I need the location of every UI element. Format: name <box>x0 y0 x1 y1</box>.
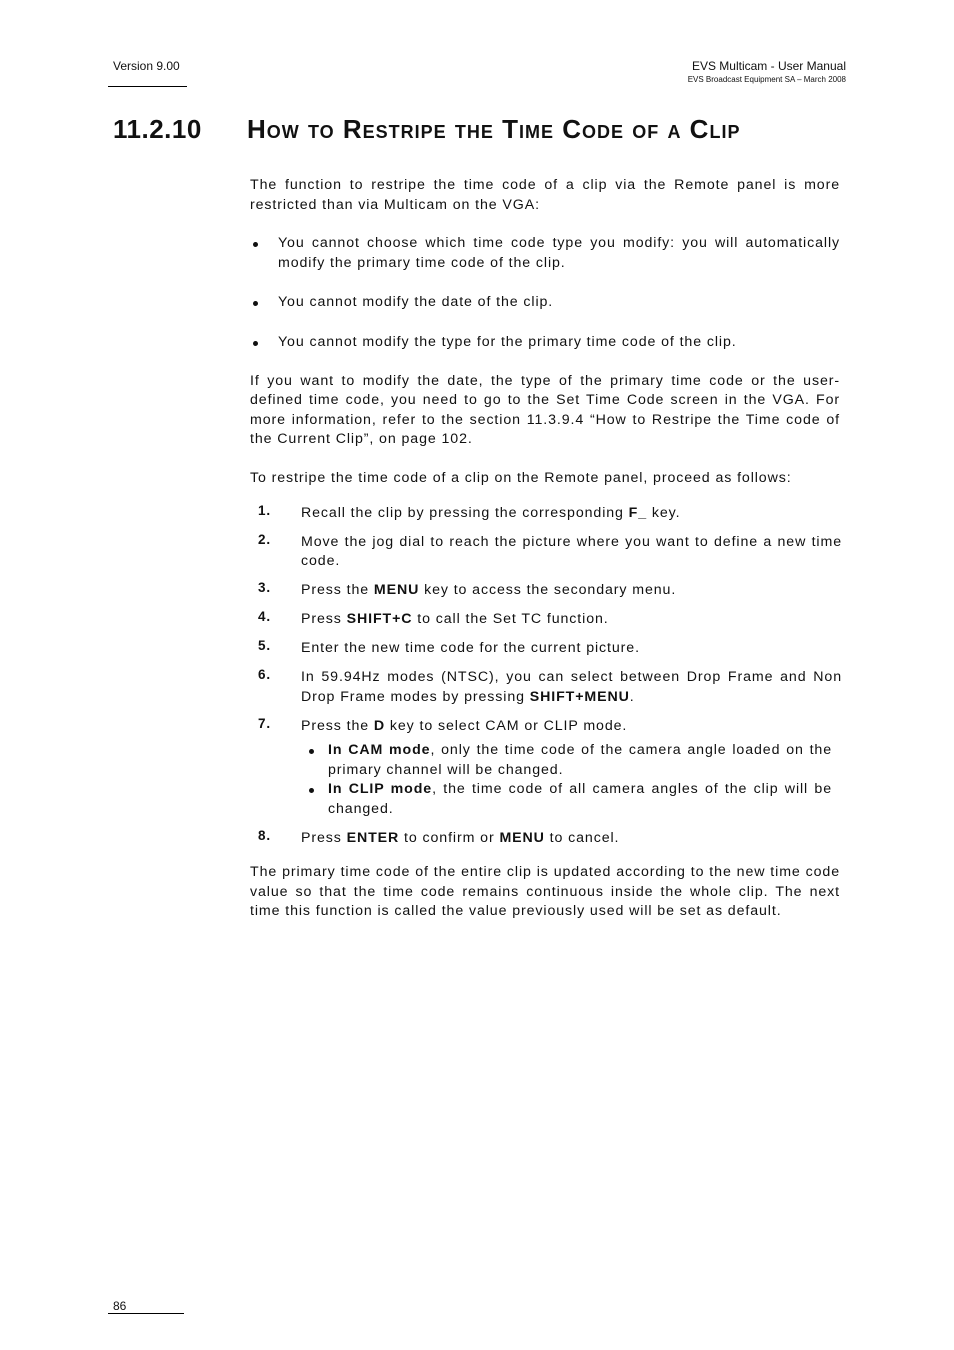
step-5: 5. Enter the new time code for the current picture. <box>258 638 640 656</box>
key-label: SHIFT+C <box>346 611 413 627</box>
restrictions-list <box>250 234 840 352</box>
step-number: 3. <box>258 580 272 595</box>
page-number: 86 <box>113 1299 127 1313</box>
list-item: You cannot modify the type for the primary time code of the clip. <box>250 333 840 353</box>
step-number: 7. <box>258 715 272 731</box>
step-6: 6. In 59.94Hz modes (NTSC), you can select between Drop Frame and Non Drop Frame modes by pressing SHIFT+MENU. <box>258 667 842 705</box>
step-number: 4. <box>258 609 272 624</box>
key-label: MENU <box>373 582 420 598</box>
header-manual-subtitle: EVS Broadcast Equipment SA – March 2008 <box>687 75 846 84</box>
header-left-rule <box>108 86 187 87</box>
step-number: 2. <box>258 531 272 547</box>
list-item: You cannot modify the date of the clip. <box>250 293 840 313</box>
list-item: In CAM mode, only the time code of the camera angle loaded on the primary channel will be changed. <box>301 741 832 780</box>
key-label: ENTER <box>346 829 400 846</box>
reference-paragraph: If you want to modify the date, the type of the primary time code or the user-defined time code, you need to go to the Set Time Code screen in the VGA. For more information, refer to the section 11.3.9.4 “How to Restripe the Time code of the Current Clip”, on page 102. <box>250 372 840 447</box>
step-4: 4. Press SHIFT+C to call the Set TC function. <box>258 609 609 627</box>
header-version: Version 9.00 <box>113 59 180 73</box>
step-number: 1. <box>258 502 272 518</box>
key-label: F_ <box>628 504 648 521</box>
step-number: 8. <box>258 827 272 843</box>
page-content <box>250 176 840 922</box>
list-item: In CLIP mode, the time code of all camera angles of the clip will be changed. <box>301 780 832 819</box>
section-number: 11.2.10 <box>113 114 202 144</box>
intro-paragraph: The function to restripe the time code of a clip via the Remote panel is more restricted than via Multicam on the VGA: <box>250 177 840 213</box>
section-heading <box>113 114 740 145</box>
procedure-steps <box>250 504 842 849</box>
list-item: You cannot choose which time code type you modify: you will automatically modify the primary time code of the clip. <box>250 234 840 273</box>
step-8: 8. Press ENTER to confirm or MENU to cancel. <box>258 827 620 846</box>
mode-options-list <box>301 741 842 819</box>
footer-rule <box>108 1313 184 1314</box>
conclusion-paragraph: The primary time code of the entire clip is updated according to the new time code value so that the time code remains continuous inside the whole clip. The next time this function is called the value previously used will be set as default. <box>250 864 840 919</box>
procedure-intro: To restripe the time code of a clip on the Remote panel, proceed as follows: <box>250 470 792 486</box>
step-2: 2. Move the jog dial to reach the picture where you want to define a new time code. <box>258 531 842 569</box>
header-manual-title: EVS Multicam - User Manual <box>691 59 846 73</box>
step-number: 6. <box>258 667 272 682</box>
key-label: SHIFT+MENU <box>529 688 630 705</box>
key-label: D <box>373 717 386 734</box>
step-number: 5. <box>258 638 272 653</box>
section-title: How to Restripe the Time Code of a Clip <box>247 114 741 144</box>
header-right <box>688 59 846 84</box>
step-1: 1. Recall the clip by pressing the corresponding F_ key. <box>258 502 681 521</box>
key-label: MENU <box>499 829 545 846</box>
step-7: 7. Press the D key to select CAM or CLIP mode. In CAM mode, only the time code of the camera angle loaded on the primary channel will be changed. In CLIP mode, the time code of all camera angles of the clip will be changed. <box>250 717 842 820</box>
step-3: 3. Press the MENU key to access the secondary menu. <box>258 580 677 598</box>
